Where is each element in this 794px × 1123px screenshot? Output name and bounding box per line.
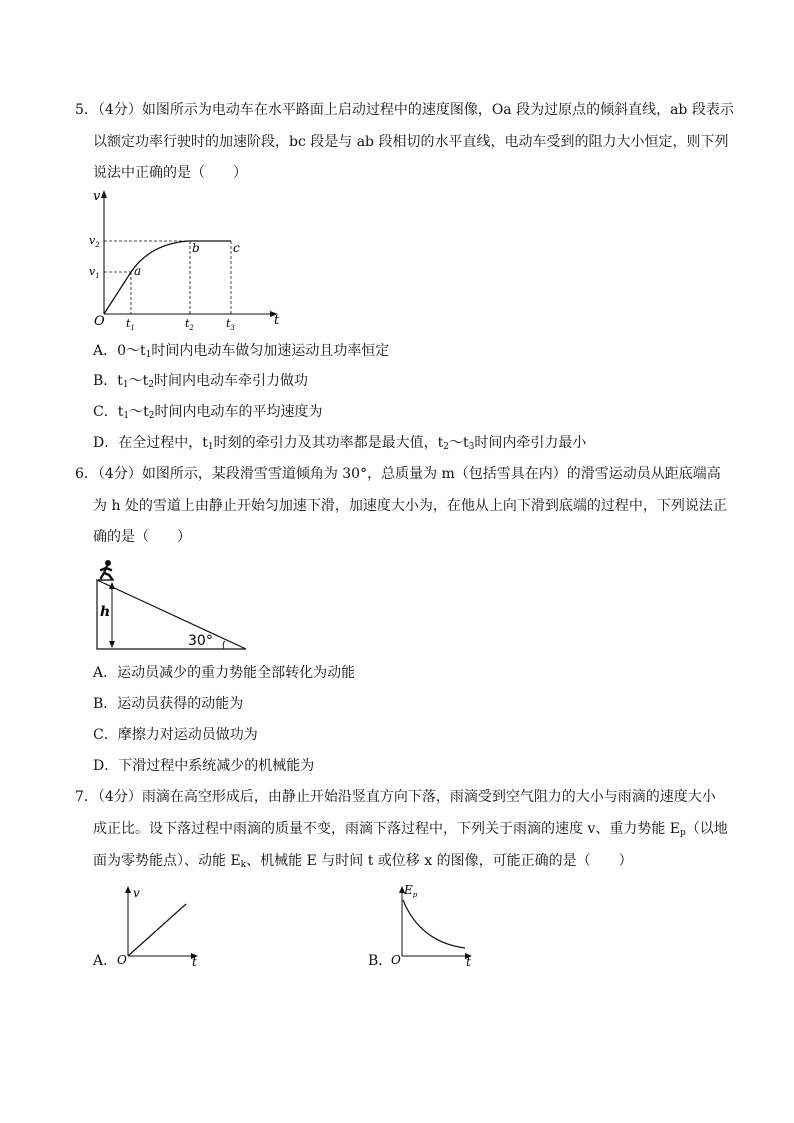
- q7b-x-label: t: [466, 955, 471, 969]
- q5-stem-line1: 5．（4分）如图所示为电动车在水平路面上启动过程中的速度图像，Oa 段为过原点的倾斜直线，ab 段表示: [75, 102, 734, 118]
- q6-height-arrow-down-icon: [109, 641, 115, 648]
- q5-velocity-graph: [88, 186, 288, 331]
- q5-point-c-label: c: [233, 241, 240, 255]
- q6-option-b: B．运动员获得的动能为: [93, 696, 244, 712]
- q5-v1-label: $v_1$: [89, 265, 100, 280]
- q5-y-arrow-icon: [101, 190, 107, 198]
- q7-stem-line1: 7．（4分）雨滴在高空形成后，由静止开始沿竖直方向下落，雨滴受到空气阻力的大小与雨滴的速度大小: [75, 789, 716, 805]
- q5-v2-label: $v_2$: [89, 234, 100, 249]
- q5-point-a-label: a: [134, 264, 142, 278]
- q5-y-label: v: [93, 189, 101, 204]
- q7-option-b-label: B．: [368, 953, 393, 969]
- q6-stem-line2: 为 h 处的雪道上由静止开始匀加速下滑，加速度大小为，在他从上向下滑到底端的过程中，下列说法正: [93, 498, 727, 514]
- q5-t1-label: $t_1$: [126, 317, 135, 332]
- q7a-origin-label: O: [117, 953, 127, 967]
- q7a-x-label: t: [192, 955, 197, 969]
- q6-option-a: A．运动员减少的重力势能全部转化为动能: [93, 665, 356, 681]
- q5-t3-label: $t_3$: [226, 317, 235, 332]
- q6-option-d: D．下滑过程中系统减少的机械能为: [93, 758, 315, 774]
- q7b-ep-curve: [403, 900, 465, 948]
- q7-stem-line3: 面为零势能点）、动能 $E_k$、机械能 E 与时间 t 或位移 x 的图像，可能正确的是（ ）: [93, 853, 633, 870]
- q5-t2-label: $t_2$: [185, 317, 194, 332]
- q6-stem-line1: 6．（4分）如图所示，某段滑雪雪道倾角为 30°，总质量为 m（包括雪具在内）的滑雪运动员从距底端高: [75, 466, 721, 482]
- q5-x-label: t: [274, 313, 280, 328]
- q6-angle-arc: [223, 641, 225, 649]
- q5-stem-line2: 以额定功率行驶时的加速阶段，bc 段是与 ab 段相切的水平直线，电动车受到的阻力大小恒定，则下列: [93, 134, 729, 150]
- q5-origin-label: O: [94, 314, 105, 329]
- q7-graph-a: [116, 880, 206, 970]
- q7-option-a-label: A．: [93, 953, 118, 969]
- q6-slope-triangle: [97, 580, 246, 649]
- q7-graph-b: [390, 880, 480, 970]
- q7a-y-arrow-icon: [125, 886, 131, 893]
- q5-option-c: C．$t_1\sim t_2$时间内电动车的平均速度为: [93, 404, 323, 421]
- q6-slope-figure: [92, 558, 252, 654]
- q7a-y-label: v: [133, 886, 140, 900]
- q5-velocity-curve: [104, 241, 231, 314]
- q6-angle-label: 30°: [188, 633, 213, 649]
- q7a-velocity-line: [128, 904, 186, 956]
- q6-stem-line3: 确的是（ ）: [93, 529, 191, 545]
- q5-option-b: B．$t_1\sim t_2$时间内电动车牵引力做功: [93, 373, 309, 390]
- q6-option-c: C．摩擦力对运动员做功为: [93, 727, 258, 743]
- q7-stem-line2: 成正比。设下落过程中雨滴的质量不变，雨滴下落过程中，下列关于雨滴的速度 v、重力势能 $E_p$（以地: [93, 821, 728, 838]
- q5-stem-line3: 说法中正确的是（ ）: [93, 165, 247, 181]
- q5-option-a: A．$0\sim t_1$时间内电动车做匀加速运动且功率恒定: [93, 343, 390, 360]
- q7b-origin-label: O: [391, 953, 401, 967]
- q5-point-b-label: b: [192, 241, 200, 255]
- skier-icon: [98, 560, 114, 580]
- q7b-y-label: $E_p$: [404, 883, 418, 899]
- q5-option-d: D．在全过程中，$t_1$时刻的牵引力及其功率都是最大值，$t_2\sim t_3$时间内牵引力最小: [93, 435, 587, 452]
- q6-height-label: h: [100, 604, 111, 620]
